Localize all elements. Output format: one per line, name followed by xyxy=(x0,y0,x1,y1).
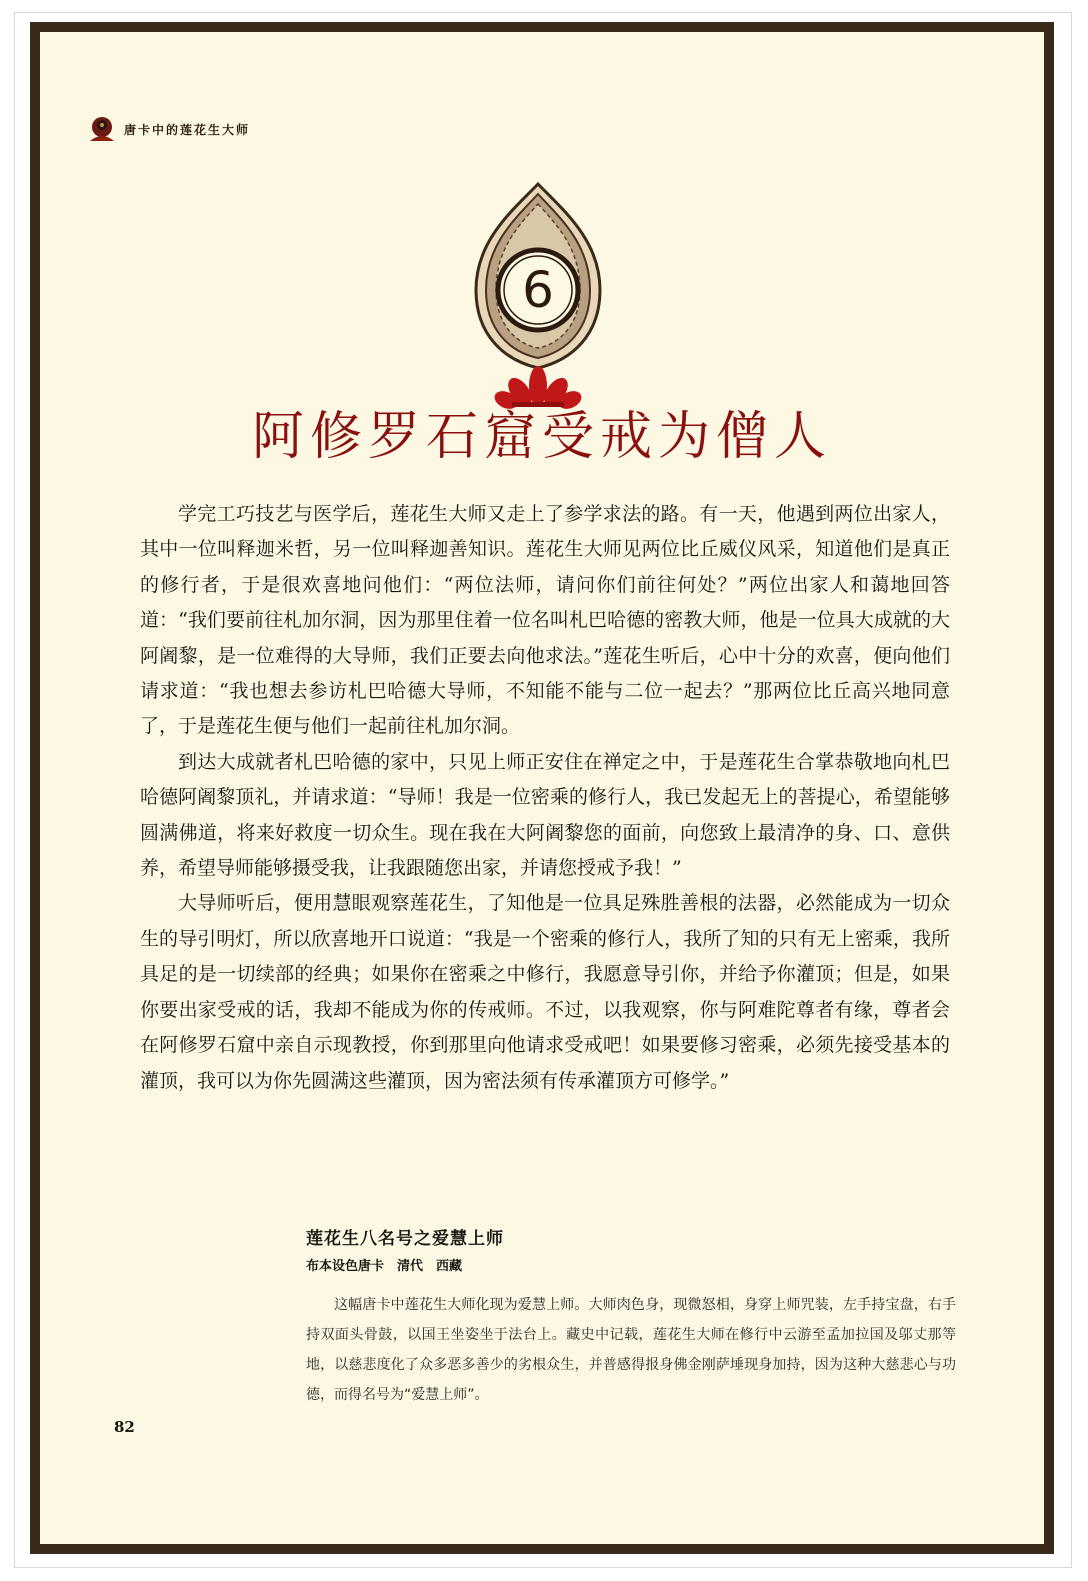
caption-subtitle: 布本设色唐卡 清代 西藏 xyxy=(306,1259,463,1274)
body-text xyxy=(140,497,950,1099)
image-caption xyxy=(306,1224,956,1410)
paragraph: 学完工巧技艺与医学后，莲花生大师又走上了参学求法的路。有一天，他遇到两位出家人，其中一位叫释迦米哲，另一位叫释迦善知识。莲花生大师见两位比丘威仪风采，知道他们是真正的修行者，于是很欢喜地问他们：“两位法师，请问你们前往何处？”两位出家人和蔼地回答道：“我们要前往札加尔洞，因为那里住着一位名叫札巴哈德的密教大师，他是一位具大成就的大阿阇黎，是一位难得的大导师，我们正要去向他求法。”莲花生听后，心中十分的欢喜，便向他们请求道：“我也想去参访札巴哈德大导师，不知能不能与二位一起去？”那两位比丘高兴地同意了，于是莲花生便与他们一起前往札加尔洞。 xyxy=(140,503,950,738)
running-title: 唐卡中的莲花生大师 xyxy=(124,122,251,137)
deity-emblem-icon xyxy=(86,113,118,145)
caption-title: 莲花生八名号之爱慧上师 xyxy=(306,1229,504,1249)
caption-text: 这幅唐卡中莲花生大师化现为爱慧上师。大师肉色身，现微怒相，身穿上师咒装，左手持宝盘，右手持双面头骨鼓，以国王坐姿坐于法台上。藏史中记载，莲花生大师在修行中云游至孟加拉国及邬丈那等地，以慈悲度化了众多恶多善少的劣根众生，并普感得报身佛金刚萨埵现身加持，因为这种大慈悲心与功德，而得名号为“爱慧上师”。 xyxy=(306,1297,956,1403)
chapter-title: 阿修罗石窟受戒为僧人 xyxy=(251,407,832,467)
paragraph: 大导师听后，便用慧眼观察莲花生，了知他是一位具足殊胜善根的法器，必然能成为一切众生的导引明灯，所以欣喜地开口说道：“我是一个密乘的修行人，我所了知的只有无上密乘，我所具足的是一切续部的经典；如果你在密乘之中修行，我愿意导引你，并给予你灌顶；但是，如果你要出家受戒的话，我却不能成为你的传戒师。不过，以我观察，你与阿难陀尊者有缘，尊者会在阿修罗石窟中亲自示现教授，你到那里向他请求受戒吧！如果要修习密乘，必须先接受基本的灌顶，我可以为你先圆满这些灌顶，因为密法须有传承灌顶方可修学。” xyxy=(140,892,950,1092)
page-number: 82 xyxy=(114,1418,135,1436)
running-header xyxy=(86,114,250,144)
chapter-number: 6 xyxy=(522,261,554,319)
paragraph: 到达大成就者札巴哈德的家中，只见上师正安住在禅定之中，于是莲花生合掌恭敬地向札巴哈德阿阇黎顶礼，并请求道：“导师！我是一位密乘的修行人，我已发起无上的菩提心，希望能够圆满佛道，将来好救度一切众生。现在我在大阿阇黎您的面前，向您致上最清净的身、口、意供养，希望导师能够摄受我，让我跟随您出家，并请您授戒予我！” xyxy=(140,750,950,880)
book-page xyxy=(40,32,1044,1544)
